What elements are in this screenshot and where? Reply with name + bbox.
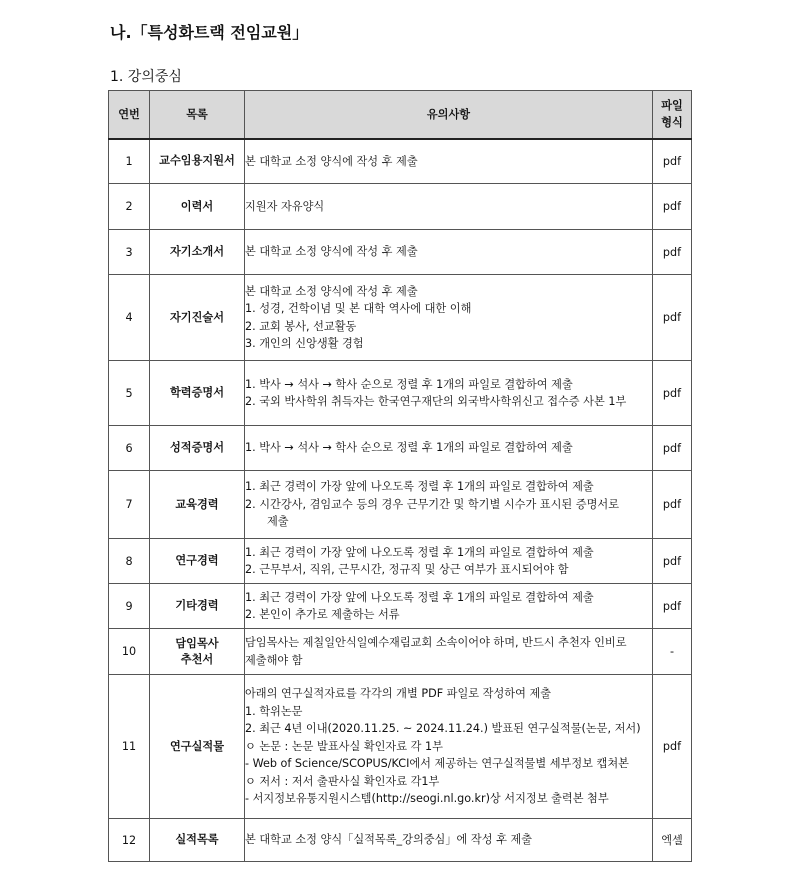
- row-item-label: 성적증명서: [169, 441, 225, 454]
- row-note-line: 2. 시간강사, 겸임교수 등의 경우 근무기간 및 학기별 시수가 표시된 증명서로: [245, 497, 620, 511]
- table-row: [109, 184, 692, 230]
- table-row: [109, 675, 692, 819]
- row-note-line: 1. 학위논문: [245, 704, 303, 718]
- row-item-label: 연구경력: [175, 554, 219, 567]
- row-file-format: pdf: [653, 139, 692, 184]
- row-file-format: pdf: [653, 361, 692, 426]
- row-note-line: 제출해야 함: [245, 653, 303, 667]
- row-note-line: 2. 본인이 추가로 제출하는 서류: [245, 608, 400, 621]
- row-file-format: pdf: [653, 584, 692, 629]
- row-item-label: 교육경력: [175, 497, 219, 511]
- row-note-line: 1. 최근 경력이 가장 앞에 나오도록 정렬 후 1개의 파일로 결합하여 제출: [245, 590, 594, 604]
- row-file-format: -: [653, 629, 692, 675]
- row-note-line: 본 대학교 소정 양식에 작성 후 제출: [245, 154, 418, 168]
- row-note-line: 2. 국외 박사학위 취득자는 한국연구재단의 외국박사학위신고 접수증 사본 1부: [245, 395, 627, 408]
- row-number: 10: [109, 629, 150, 675]
- row-notes: [245, 584, 653, 629]
- row-item-label: 실적목록: [175, 833, 219, 846]
- row-item: [150, 675, 245, 819]
- header-format: [653, 91, 692, 139]
- row-note-line: - Web of Science/SCOPUS/KCI에서 제공하는 연구실적물별 세부정보 캡쳐본: [245, 757, 629, 771]
- row-file-format: pdf: [653, 275, 692, 361]
- row-number: 5: [109, 361, 150, 426]
- row-item: [150, 819, 245, 862]
- row-number: 1: [109, 139, 150, 184]
- table-row: [109, 230, 692, 275]
- row-item: [150, 629, 245, 675]
- row-note-line: 2. 최근 4년 이내(2020.11.25. ~ 2024.11.24.) 발표된 연구실적물(논문, 저서): [245, 722, 641, 736]
- header-note: 유의사항: [245, 91, 653, 139]
- row-notes: [245, 629, 653, 675]
- table-row: [109, 629, 692, 675]
- row-number: 7: [109, 471, 150, 539]
- row-file-format: pdf: [653, 184, 692, 230]
- row-note-line: 2. 교회 봉사, 선교활동: [245, 319, 357, 333]
- row-note-line: 1. 박사 → 석사 → 학사 순으로 정렬 후 1개의 파일로 결합하여 제출: [245, 377, 573, 391]
- row-item-label: 자기소개서: [169, 245, 225, 258]
- row-file-format: pdf: [653, 230, 692, 275]
- table-row: [109, 584, 692, 629]
- row-note-line: 3. 개인의 신앙생활 경험: [245, 337, 364, 350]
- row-note-line: 지원자 자유양식: [245, 199, 325, 213]
- row-item-label: 연구실적물: [169, 739, 225, 753]
- section-title: 나.「특성화트랙 전임교원」: [110, 23, 309, 42]
- row-item: [150, 426, 245, 471]
- row-item: [150, 184, 245, 230]
- row-note-line: 2. 근무부서, 직위, 근무시간, 정규직 및 상근 여부가 표시되어야 함: [245, 563, 569, 576]
- row-number: 9: [109, 584, 150, 629]
- row-notes: [245, 230, 653, 275]
- table-header-row: [109, 91, 692, 139]
- header-format-line1: 파일: [661, 99, 683, 113]
- row-number: 3: [109, 230, 150, 275]
- row-item: [150, 584, 245, 629]
- row-file-format: pdf: [653, 539, 692, 584]
- row-note-line: 1. 박사 → 석사 → 학사 순으로 정렬 후 1개의 파일로 결합하여 제출: [245, 441, 573, 455]
- header-item: 목록: [150, 91, 245, 139]
- row-notes: [245, 184, 653, 230]
- row-item: [150, 230, 245, 275]
- header-num: 연번: [109, 91, 150, 139]
- row-notes: [245, 471, 653, 539]
- table-row: [109, 539, 692, 584]
- row-file-format: pdf: [653, 675, 692, 819]
- row-item-label: 기타경력: [175, 599, 219, 612]
- row-number: 4: [109, 275, 150, 361]
- row-note-line: ㅇ 저서 : 저서 출판사실 확인자료 각1부: [245, 774, 440, 788]
- row-notes: [245, 275, 653, 361]
- row-number: 8: [109, 539, 150, 584]
- row-notes: [245, 361, 653, 426]
- row-item-label: 추천서: [180, 652, 214, 666]
- table-row: [109, 139, 692, 184]
- row-number: 12: [109, 819, 150, 862]
- row-file-format: pdf: [653, 471, 692, 539]
- row-note-line: 1. 최근 경력이 가장 앞에 나오도록 정렬 후 1개의 파일로 결합하여 제출: [245, 480, 594, 494]
- row-item-label: 교수임용지원서: [159, 154, 235, 168]
- row-number: 11: [109, 675, 150, 819]
- row-note-line: - 서지정보유통지원시스템(http://seogi.nl.go.kr)상 서지정보 출력본 첨부: [245, 792, 609, 806]
- row-note-line: 본 대학교 소정 양식에 작성 후 제출: [245, 245, 418, 259]
- row-item: [150, 361, 245, 426]
- row-file-format: 엑셀: [653, 819, 692, 862]
- row-item: [150, 471, 245, 539]
- row-number: 6: [109, 426, 150, 471]
- row-note-line: 본 대학교 소정 양식「실적목록_강의중심」에 작성 후 제출: [245, 833, 533, 847]
- table-row: [109, 426, 692, 471]
- table-row: [109, 819, 692, 862]
- table-body: [109, 139, 692, 862]
- table-row: [109, 471, 692, 539]
- row-note-line: 본 대학교 소정 양식에 작성 후 제출: [245, 284, 418, 298]
- row-notes: [245, 539, 653, 584]
- row-item-label: 자기진술서: [169, 310, 225, 324]
- row-file-format: pdf: [653, 426, 692, 471]
- row-notes: [245, 675, 653, 819]
- row-number: 2: [109, 184, 150, 230]
- row-note-line: 담임목사는 제칠일안식일예수재림교회 소속이어야 하며, 반드시 추천자 인비로: [245, 636, 627, 649]
- row-item-label: 이력서: [180, 199, 214, 213]
- row-note-line: 1. 성경, 건학이념 및 본 대학 역사에 대한 이해: [245, 302, 472, 315]
- row-notes: [245, 426, 653, 471]
- row-item-label: 학력증명서: [169, 386, 225, 399]
- row-note-line: ㅇ 논문 : 논문 발표사실 확인자료 각 1부: [245, 739, 443, 753]
- row-notes: [245, 139, 653, 184]
- row-item: [150, 539, 245, 584]
- row-item-label: 담임목사: [175, 636, 219, 650]
- table-row: [109, 275, 692, 361]
- row-note-line: 제출: [267, 515, 289, 529]
- row-item: [150, 139, 245, 184]
- row-note-line: 1. 최근 경력이 가장 앞에 나오도록 정렬 후 1개의 파일로 결합하여 제출: [245, 545, 594, 559]
- table-row: [109, 361, 692, 426]
- document-requirements-table: [108, 90, 692, 862]
- row-notes: [245, 819, 653, 862]
- row-item: [150, 275, 245, 361]
- subsection-title: 1. 강의중심: [110, 69, 182, 85]
- header-format-line2: 형식: [661, 116, 683, 130]
- row-note-line: 아래의 연구실적자료를 각각의 개별 PDF 파일로 작성하여 제출: [245, 687, 552, 701]
